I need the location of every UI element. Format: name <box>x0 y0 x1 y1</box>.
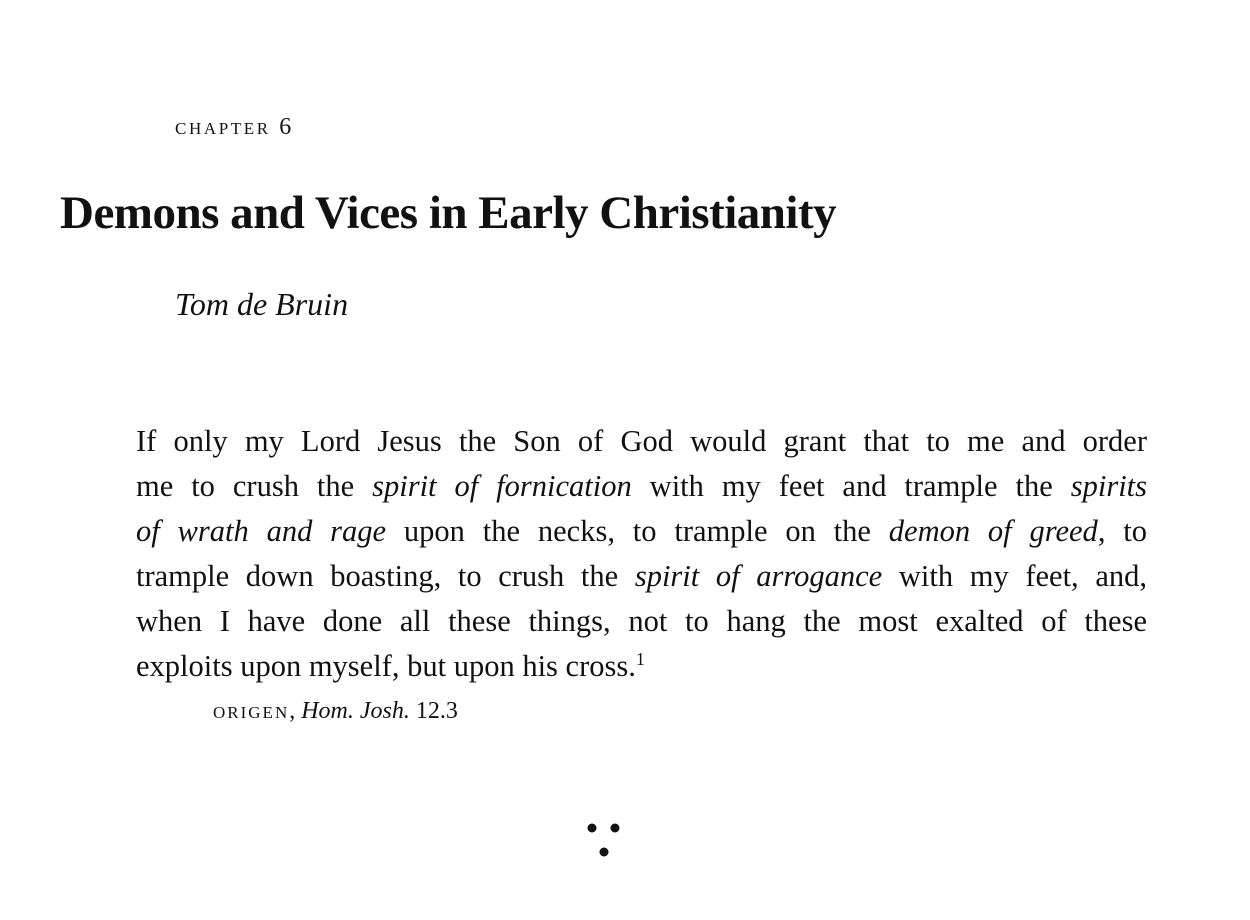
attribution-work: Hom. Josh. <box>301 698 410 724</box>
epigraph-line <box>136 599 1147 644</box>
epigraph-text: with my feet and trample the <box>631 469 1071 503</box>
epigraph-emphasis: spirit of fornication <box>372 469 632 503</box>
epigraph-line <box>136 419 1147 464</box>
three-dot-ornament-icon <box>583 820 623 860</box>
epigraph-text: trample down boasting, to crush the <box>136 559 635 593</box>
attribution-separator: , <box>289 698 302 724</box>
epigraph-emphasis: of wrath and rage <box>136 514 387 548</box>
epigraph-line <box>136 509 1147 554</box>
epigraph-emphasis: spirit of arrogance <box>634 559 883 593</box>
epigraph-emphasis: demon of greed <box>888 514 1098 548</box>
chapter-label: chapter 6 <box>175 114 294 140</box>
attribution-author: origen <box>213 698 290 724</box>
epigraph-text: when I have done all these things, not to hang the most exalted of these <box>136 604 1147 638</box>
epigraph-line <box>136 644 1147 689</box>
epigraph-text: with my feet, and, <box>882 559 1147 593</box>
epigraph-quote <box>136 419 1147 689</box>
epigraph-emphasis: spirits <box>1070 469 1148 503</box>
chapter-title: Demons and Vices in Early Christianity <box>60 187 837 239</box>
chapter-author: Tom de Bruin <box>175 286 349 322</box>
footnote-marker[interactable]: 1 <box>635 649 645 669</box>
epigraph-text: exploits upon myself, but upon his cross. <box>136 649 636 683</box>
epigraph-text: upon the necks, to trample on the <box>386 514 889 548</box>
attribution-reference: 12.3 <box>409 698 458 724</box>
epigraph-text: , to <box>1097 514 1147 548</box>
epigraph-line <box>136 554 1147 599</box>
epigraph-attribution <box>213 698 458 725</box>
epigraph-line <box>136 464 1147 509</box>
epigraph-text: If only my Lord Jesus the Son of God would grant that to me and order <box>136 424 1147 458</box>
epigraph-text: me to crush the <box>136 469 373 503</box>
